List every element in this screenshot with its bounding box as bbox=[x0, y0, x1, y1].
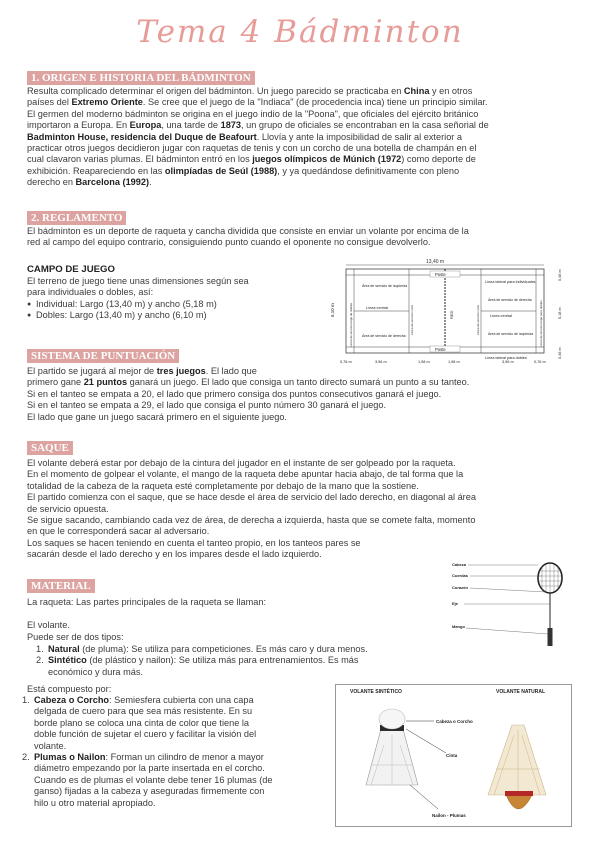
part-cabeza: 1. Cabeza o Corcho: Semiesfera cubierta con una capa delgada de cuero para que sea más resistente. En su borde plano se coloca una cinta de color que tiene la doble función de sujetar el cuero y facilitar la visión del volante. bbox=[22, 695, 257, 751]
right-dim-3: 0,46 m bbox=[558, 347, 562, 359]
type-natural: 1. Natural (de pluma): Se utiliza para competiciones. Es más caro y dura menos. bbox=[36, 644, 368, 654]
text-line: El terreno de juego tiene unas dimensiones según sea bbox=[27, 276, 249, 286]
right-short-line: Línea de servicio corto bbox=[476, 304, 480, 335]
serve-left-top: Área de servicio de izquierda bbox=[362, 284, 408, 288]
bottom-dim-4: 1,98 m bbox=[448, 360, 460, 364]
text-line: Se sigue sacando, cambiando cada vez de área, de derecha a izquierda, hasta que se comete falta, momento bbox=[27, 515, 476, 526]
text-line: Los saques se hacen teniendo en cuenta el tanteo propio, en los tanteos pares se bbox=[27, 537, 361, 548]
post-bottom-label: Poste bbox=[435, 347, 446, 352]
heading-scoring: SISTEMA DE PUNTUACIÓN bbox=[27, 349, 179, 363]
post-top-label: Poste bbox=[435, 272, 446, 277]
racket-label-cabeza: Cabeza bbox=[452, 562, 467, 567]
synthetic-title: VOLANTE SINTÉTICO bbox=[350, 689, 402, 695]
racket-diagram bbox=[450, 562, 580, 648]
text-line: El bádminton es un deporte de raqueta y cancha dividida que consiste en enviar un volante por encima de la bbox=[27, 226, 469, 236]
left-dim: 6,10 m bbox=[330, 303, 335, 317]
text-line: primero gane 21 puntos ganará un juego. El lado que consiga un tanto directo sumará un punto a su tanteo. bbox=[27, 377, 470, 388]
shuttle-label-cinta: Cinta bbox=[446, 753, 458, 758]
shuttle-intro: El volante. bbox=[27, 620, 70, 630]
racket-intro: La raqueta: Las partes principales de la raqueta se llaman: bbox=[27, 597, 267, 607]
bottom-dim-2: 3,96 m bbox=[375, 360, 387, 364]
text-line: red al campo del equipo contrario, consiguiendo punto cuando el oponente no consigue devolverlo. bbox=[27, 237, 431, 248]
left-back-line: Línea de servicio largo de dobles bbox=[349, 302, 353, 347]
text-line: El partido se jugará al mejor de tres juegos. El lado que bbox=[27, 366, 257, 376]
serve-left-bottom: Área de servicio de derecha bbox=[362, 334, 406, 338]
text-line: Badminton House, residencia del Duque de Beafourt. Llovía y ante la imposibilidad de salir al exterior a bbox=[27, 131, 463, 142]
net-label: RED bbox=[449, 310, 454, 319]
text-line: cual clavaron varias plumas. El bádminton entró en los juegos olímpicos de Múnich (1972) como deporte de bbox=[27, 154, 476, 165]
types-intro: Puede ser de dos tipos: bbox=[27, 632, 124, 642]
text-line: El germen del moderno bádminton se origina en el juego indio de la "Poona", que oficiales del ejército británico bbox=[27, 108, 479, 119]
text-line: Si en el tanteo se empata a 20, el lado que primero consiga dos puntos consecutivos ganará el juego. bbox=[27, 388, 442, 399]
page-title: Tema 4 Bádminton bbox=[136, 14, 464, 50]
natural-shuttle-icon bbox=[488, 725, 546, 809]
court-title: CAMPO DE JUEGO bbox=[27, 264, 115, 275]
court-text bbox=[27, 276, 249, 299]
text-line: para individuales o dobles, así: bbox=[27, 287, 154, 298]
composed-intro: Está compuesto por: bbox=[27, 684, 112, 694]
text-line: en que le corresponderá sacar al adversario. bbox=[27, 526, 210, 537]
racket-label-corazon: Corazón bbox=[452, 585, 468, 590]
text-line: Resulta complicado determinar el origen del bádminton. Un juego parecido se practicaba en China y en otros bbox=[27, 86, 473, 96]
text-line: El volante deberá estar por debajo de la cintura del jugador en el instante de ser golpeado por la raqueta. bbox=[27, 458, 456, 468]
bullet-individual: ● Individual: Largo (13,40 m) y ancho (5,18 m) bbox=[27, 299, 217, 310]
scoring-text bbox=[27, 366, 469, 423]
bullet-dobles: ● Dobles: Largo (13,40 m) y ancho (6,10 m) bbox=[27, 310, 217, 321]
heading-rules: 2. REGLAMENTO bbox=[27, 211, 126, 225]
text-line: sacarán desde el lado derecho y en los impares desde el lado izquierdo. bbox=[27, 549, 322, 560]
bottom-dim-3: 1,98 m bbox=[418, 360, 430, 364]
text-line: Si en el tanteo se empata a 29, el lado que consiga el punto número 30 ganará el juego. bbox=[27, 400, 387, 411]
text-line: practicar otros juegos decidieron jugar con raquetas de tenis y con un corcho de una botella de champán en el bbox=[27, 143, 477, 154]
shuttle-label-cabeza: Cabeza o Corcho bbox=[436, 719, 473, 724]
text-line: El partido comienza con el saque, que se hace desde el área de servicio del lado derecho, en diagonal al área bbox=[27, 492, 476, 503]
synthetic-shuttle-icon bbox=[366, 709, 418, 785]
text-line: totalidad de la cabeza de la raqueta esté completamente por debajo de la mano que la sostiene. bbox=[27, 480, 419, 491]
doubles-line-label: Línea lateral para dobles bbox=[485, 356, 527, 360]
racket-label-mango: Mango bbox=[452, 624, 465, 629]
racket-label-eje: Eje bbox=[452, 601, 459, 606]
text-line: En el momento de golpear el volante, el mango de la raqueta debe apuntar hacia abajo, de tal forma que la bbox=[27, 469, 464, 480]
heading-origin: 1. ORIGEN E HISTORIA DEL BÁDMINTON bbox=[27, 71, 255, 85]
natural-title: VOLANTE NATURAL bbox=[496, 689, 546, 695]
court-bullets bbox=[27, 299, 217, 322]
right-dim-1: 0,46 m bbox=[558, 269, 562, 281]
serve-right-bottom: Área de servicio de izquierda bbox=[488, 332, 534, 336]
singles-line-label: Línea lateral para individuales bbox=[485, 280, 536, 284]
serve-right-top: Área de servicio de derecha bbox=[488, 298, 532, 302]
court-top-dim: 13,40 m bbox=[426, 259, 445, 265]
racket-label-cuerdas: Cuerdas bbox=[452, 573, 469, 578]
central-left: Línea central bbox=[366, 306, 388, 310]
shuttle-types bbox=[34, 644, 368, 678]
text-line: exhibición. Reapareciendo en las olimpíadas de Seúl (1988), y ya quedándose definitivamente con pleno bbox=[27, 165, 460, 176]
text-line: importaron a Europa. En Europa, una tarde de 1873, un grupo de oficiales se encontraban en la casa señorial de bbox=[27, 120, 489, 131]
right-dim-2: 5,18 m bbox=[558, 307, 562, 319]
text-line: países del Extremo Oriente. Se cree que el juego de la "Indiaca" (de procedencia inca) tiene un principio similar. bbox=[27, 97, 488, 108]
text-line: El lado que gane un juego sacará primero en el siguiente juego. bbox=[27, 411, 287, 422]
right-back-line: Línea de servicio largo para dobles bbox=[539, 300, 543, 347]
serve-text bbox=[27, 458, 476, 561]
part-plumas: 2. Plumas o Nailon: Forman un cilindro de menor a mayor diámetro empezando por la parte insertada en el corcho. Cuando es de plumas el volante debe tener 16 plumas (de ganso) fijadas a la cabeza y aseguradas firmemente con hilo u otro material apropiado. bbox=[22, 752, 273, 808]
rules-text bbox=[27, 226, 469, 249]
central-right: Línea central bbox=[490, 314, 512, 318]
bottom-dim-1: 0,76 m bbox=[340, 360, 352, 364]
court-diagram bbox=[320, 257, 572, 365]
text-line: derecho en Barcelona (1992). bbox=[27, 177, 152, 188]
heading-serve: SAQUE bbox=[27, 441, 73, 455]
type-sintetico: 2. Sintético (de plástico y nailon): Se utiliza más para entrenamientos. Es más económico y dura más. bbox=[36, 655, 359, 677]
bottom-dim-6: 0,76 m bbox=[534, 360, 546, 364]
origin-text bbox=[27, 86, 489, 189]
shuttle-parts bbox=[20, 695, 273, 809]
shuttle-label-nailon: Nailon - Plumas bbox=[432, 813, 466, 818]
left-short-line: Línea de servicio corto bbox=[410, 304, 414, 335]
text-line: de servicio opuesta. bbox=[27, 503, 109, 514]
heading-material: MATERIAL bbox=[27, 579, 95, 593]
shuttlecock-diagram bbox=[335, 684, 572, 827]
bottom-dim-5: 3,96 m bbox=[502, 360, 514, 364]
